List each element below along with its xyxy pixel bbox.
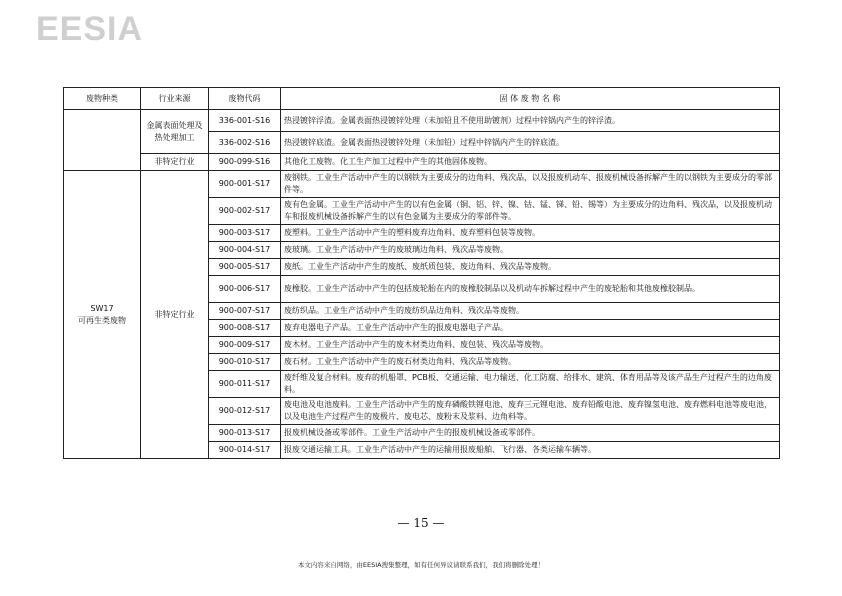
page-number: — 15 — bbox=[397, 516, 445, 530]
waste-code: 900-014-S17 bbox=[209, 442, 281, 459]
waste-code: 900-004-S17 bbox=[209, 242, 281, 259]
waste-name: 废石材。工业生产活动中产生的废石材类边角料、残次品等废物。 bbox=[281, 354, 780, 371]
table-header-row bbox=[64, 88, 780, 110]
waste-code: 336-002-S16 bbox=[209, 132, 281, 154]
category-label: 可再生类废物 bbox=[78, 315, 126, 325]
waste-name: 废纸。工业生产活动中产生的废纸、废纸质包装、废边角料、残次品等废物。 bbox=[281, 259, 780, 276]
waste-code: 900-007-S17 bbox=[209, 303, 281, 320]
waste-code: 336-001-S16 bbox=[209, 110, 281, 132]
waste-code: 900-009-S17 bbox=[209, 337, 281, 354]
waste-code: 900-002-S17 bbox=[209, 198, 281, 225]
waste-name: 废电池及电池废料。工业生产活动中产生的废弃磷酸铁锂电池、废弃三元锂电池、废弃铅酸电池、废弃镍氢电池、废弃燃料电池等废电池，以及电池生产过程产生的废极片、废电芯、废粉末及浆料、边角料等。 bbox=[281, 398, 780, 425]
waste-code: 900-013-S17 bbox=[209, 425, 281, 442]
table-row bbox=[64, 110, 780, 132]
waste-code: 900-011-S17 bbox=[209, 371, 281, 398]
waste-name: 废橡胶。工业生产活动中产生的包括废轮胎在内的废橡胶制品以及机动车拆解过程中产生的废轮胎和其他废橡胶制品。 bbox=[281, 276, 780, 303]
waste-code: 900-003-S17 bbox=[209, 225, 281, 242]
header-code: 废物代码 bbox=[209, 88, 281, 110]
category-cell-empty bbox=[64, 110, 141, 171]
table-row bbox=[64, 171, 780, 198]
header-industry: 行业来源 bbox=[141, 88, 209, 110]
table-row bbox=[64, 154, 780, 171]
waste-name: 废木材。工业生产活动中产生的废木材类边角料、废包装、残次品等废物。 bbox=[281, 337, 780, 354]
waste-code: 900-006-S17 bbox=[209, 276, 281, 303]
waste-name: 其他化工废物。化工生产加工过程中产生的其他固体废物。 bbox=[281, 154, 780, 171]
waste-name: 报废交通运输工具。工业生产活动中产生的运输用报废船舶、飞行器、各类运输车辆等。 bbox=[281, 442, 780, 459]
waste-code: 900-012-S17 bbox=[209, 398, 281, 425]
waste-name: 废弃电器电子产品。工业生产活动中产生的报废电器电子产品。 bbox=[281, 320, 780, 337]
industry-cell: 非特定行业 bbox=[141, 154, 209, 171]
waste-name: 热浸镀锌底渣。金属表面热浸镀锌处理（未加铅）过程中锌锅内产生的锌底渣。 bbox=[281, 132, 780, 154]
eesia-logo: EESIA bbox=[36, 10, 144, 48]
waste-code: 900-001-S17 bbox=[209, 171, 281, 198]
waste-name: 报废机械设备或零部件。工业生产活动中产生的报废机械设备或零部件。 bbox=[281, 425, 780, 442]
solid-waste-table bbox=[63, 87, 780, 459]
header-category: 废物种类 bbox=[64, 88, 141, 110]
waste-name: 废玻璃。工业生产活动中产生的废玻璃边角料、残次品等废物。 bbox=[281, 242, 780, 259]
waste-code: 900-005-S17 bbox=[209, 259, 281, 276]
waste-name: 废钢铁。工业生产活动中产生的以钢铁为主要成分的边角料、残次品，以及报废机动车、报废机械设备拆解产生的以钢铁为主要成分的零部件等。 bbox=[281, 171, 780, 198]
industry-cell: 金属表面处理及热处理加工 bbox=[141, 110, 209, 154]
waste-name: 废有色金属。工业生产活动中产生的以有色金属（铜、铝、锌、镍、钴、锰、锑、铅、锡等）为主要成分的边角料、残次品，以及报废机动车和报废机械设备拆解产生的以有色金属为主要成分的零部件等。 bbox=[281, 198, 780, 225]
waste-code: 900-010-S17 bbox=[209, 354, 281, 371]
category-code: SW17 bbox=[90, 303, 114, 313]
waste-code: 900-008-S17 bbox=[209, 320, 281, 337]
waste-name: 废纤维及复合材料。废弃的机船罩、PCB板、交通运输、电力输送、化工防腐、给排水、建筑、体育用品等及该产品生产过程产生的边角废料。 bbox=[281, 371, 780, 398]
footer-note: 本文内容来自网络，由EESIA搜集整理，如有任何异议请联系我们，我们将删除处理！ bbox=[297, 561, 545, 569]
waste-name: 废塑料。工业生产活动中产生的塑料废弃边角料、废弃塑料包装等废物。 bbox=[281, 225, 780, 242]
industry-cell: 非特定行业 bbox=[141, 171, 209, 459]
header-name: 固 体 废 物 名 称 bbox=[281, 88, 780, 110]
waste-code: 900-099-S16 bbox=[209, 154, 281, 171]
waste-name: 废纺织品。工业生产活动中产生的废纺织品边角料、残次品等废物。 bbox=[281, 303, 780, 320]
category-cell bbox=[64, 171, 141, 459]
waste-name: 热浸镀锌浮渣。金属表面热浸镀锌处理（未加铅且不使用助镀剂）过程中锌锅内产生的锌浮渣。 bbox=[281, 110, 780, 132]
